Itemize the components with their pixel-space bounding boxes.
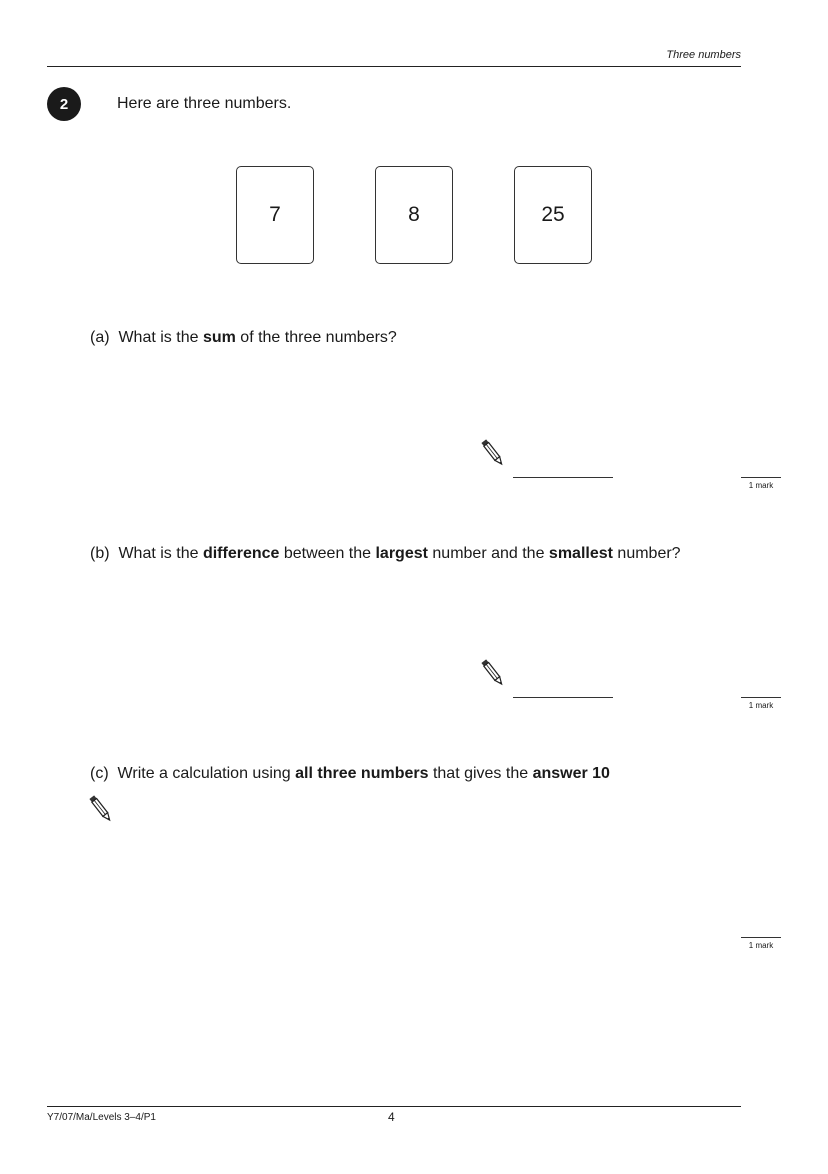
page-number: 4: [388, 1110, 395, 1124]
part-text: of the three numbers?: [235, 329, 397, 346]
question-part-a: [90, 329, 397, 347]
pencil-icon: [481, 657, 505, 689]
bold-term: smallest: [548, 545, 613, 562]
mark-label: 1 mark: [748, 701, 774, 710]
part-label: (c): [90, 765, 109, 782]
bold-term: largest: [375, 545, 428, 562]
mark-label: 1 mark: [748, 481, 774, 490]
part-text: number?: [612, 545, 681, 562]
question-part-c: [90, 765, 610, 783]
part-label: (a): [90, 329, 110, 346]
mark-label: 1 mark: [748, 941, 774, 950]
part-label: (b): [90, 545, 110, 562]
part-text: that gives the: [428, 765, 533, 782]
question-number-badge: 2: [47, 87, 81, 121]
paper-code: Y7/07/Ma/Levels 3–4/P1: [47, 1112, 156, 1123]
bold-term: sum: [202, 329, 236, 346]
part-text: number and the: [427, 545, 549, 562]
mark-box-line: [741, 937, 781, 938]
mark-box-line: [741, 697, 781, 698]
pencil-icon: [481, 437, 505, 469]
part-text: Write a calculation using: [117, 765, 296, 782]
bold-term: answer 10: [532, 765, 610, 782]
number-card: 8: [375, 166, 453, 264]
bold-term: all three numbers: [295, 765, 429, 782]
answer-line-b[interactable]: [513, 697, 613, 698]
header-rule: [47, 66, 741, 67]
question-intro: Here are three numbers.: [117, 95, 292, 112]
working-area-c[interactable]: [90, 830, 730, 1080]
answer-line-a[interactable]: [513, 477, 613, 478]
mark-box-line: [741, 477, 781, 478]
running-header: Three numbers: [666, 49, 741, 61]
part-text: between the: [279, 545, 376, 562]
footer-rule: [47, 1106, 741, 1107]
part-text: What is the: [118, 545, 203, 562]
number-card: 7: [236, 166, 314, 264]
bold-term: difference: [202, 545, 280, 562]
part-text: What is the: [118, 329, 203, 346]
question-part-b: [90, 545, 681, 563]
number-card: 25: [514, 166, 592, 264]
number-cards: [236, 166, 592, 264]
pencil-icon: [89, 793, 113, 825]
